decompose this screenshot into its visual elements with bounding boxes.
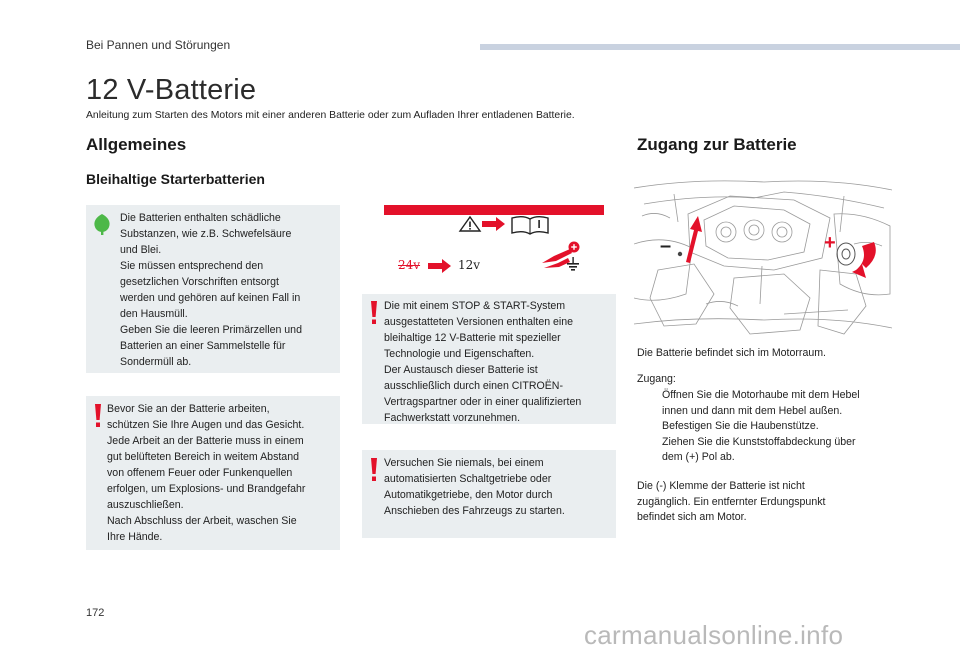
voltage-12v-label: 12v — [458, 258, 481, 272]
minus-symbol: – — [660, 235, 672, 257]
warning-note-text: Bevor Sie an der Batterie arbeiten, schützen Sie Ihre Augen und das Gesicht. Jede Arbeit an der Batterie muss in einem gut belüfteten Bereich in weitem Abstand von offenem Feuer oder Funkenquellen erfolgen, um Explosions- und Brandgefahr auszuschließen. Nach Abschluss der Arbeit, waschen Sie Ihre Hände. — [107, 403, 306, 543]
access-intro: Zugang: — [637, 373, 676, 385]
general-heading: Allgemeines — [86, 135, 187, 154]
arrow-right-icon — [482, 217, 505, 231]
eco-note-box — [86, 205, 340, 373]
access-step: Ziehen Sie die Kunststoffabdeckung über dem (+) Pol ab. — [662, 435, 856, 463]
voltage-24v-label: 24v — [398, 258, 421, 272]
header-bar — [480, 44, 960, 50]
access-steps — [637, 388, 897, 466]
warning-exclamation-icon — [94, 404, 102, 428]
ground-point — [678, 252, 682, 256]
engine-bay-drawing — [634, 174, 892, 342]
push-start-note-text: Versuchen Sie niemals, bei einem automatisierten Schaltgetriebe oder Automatikgetriebe, den Motor durch Anschieben des Fahrzeugs zu starten. — [384, 457, 565, 517]
plus-symbol: + — [824, 232, 836, 254]
eco-note-text: Die Batterien enthalten schädliche Substanzen, wie z.B. Schwefelsäure und Blei. Sie müssen entsprechend den gesetzlichen Vorschriften entsorgt werden und gehören auf keinen Fall in den Hausmüll. Geben Sie die leeren Primärzellen und Batterien an einer Sammelstelle für Sondermüll ab. — [120, 212, 302, 368]
red-top-band — [384, 205, 604, 215]
page-subtitle: Anleitung zum Starten des Motors mit einer anderen Batterie oder zum Aufladen Ihrer entladenen Batterie. — [86, 110, 575, 121]
warning-triangle-icon — [460, 217, 480, 231]
page-number: 172 — [86, 607, 105, 619]
battery-terminal-cover — [837, 243, 855, 265]
ground-symbol-icon — [567, 257, 579, 271]
access-step: Befestigen Sie die Haubenstütze. — [662, 420, 819, 432]
page-title: 12 V-Batterie — [86, 74, 257, 106]
warning-exclamation-icon — [370, 458, 378, 482]
stop-start-note-box — [362, 294, 616, 424]
engine-bay-figure — [634, 174, 892, 342]
stop-start-note-text: Die mit einem STOP & START-System ausgestatteten Versionen enthalten eine bleihaltige 12 V-Batterie mit spezieller Technologie und Eigenschaften. Der Austausch dieser Batterie ist ausschließlich durch einen CITROËN- Vertragspartner oder in einer qualifizierten Fachwerkstatt vorzunehmen. — [384, 300, 582, 424]
plus-terminal-arrow — [852, 242, 876, 278]
watermark: carmanualsonline.info — [584, 620, 844, 650]
warning-exclamation-icon — [370, 301, 378, 325]
recycle-leaf-icon — [92, 213, 112, 235]
jump-start-figure — [384, 205, 604, 285]
battery-access-heading: Zugang zur Batterie — [637, 135, 797, 154]
lead-batteries-heading: Bleihaltige Starterbatterien — [86, 171, 265, 187]
push-start-note-box — [362, 450, 616, 538]
battery-location-text: Die Batterie befindet sich im Motorraum. — [637, 347, 826, 359]
warning-note-box — [86, 396, 340, 550]
section-header: Bei Pannen und Störungen — [86, 38, 231, 52]
manual-book-icon — [512, 217, 548, 234]
voltage-arrow-icon — [428, 259, 451, 273]
remote-ground-text: Die (-) Klemme der Batterie ist nicht zugänglich. Ein entfernter Erdungspunkt befindet sich am Motor. — [637, 480, 826, 523]
access-step: Öffnen Sie die Motorhaube mit dem Hebel innen und dann mit dem Hebel außen. — [662, 389, 860, 417]
